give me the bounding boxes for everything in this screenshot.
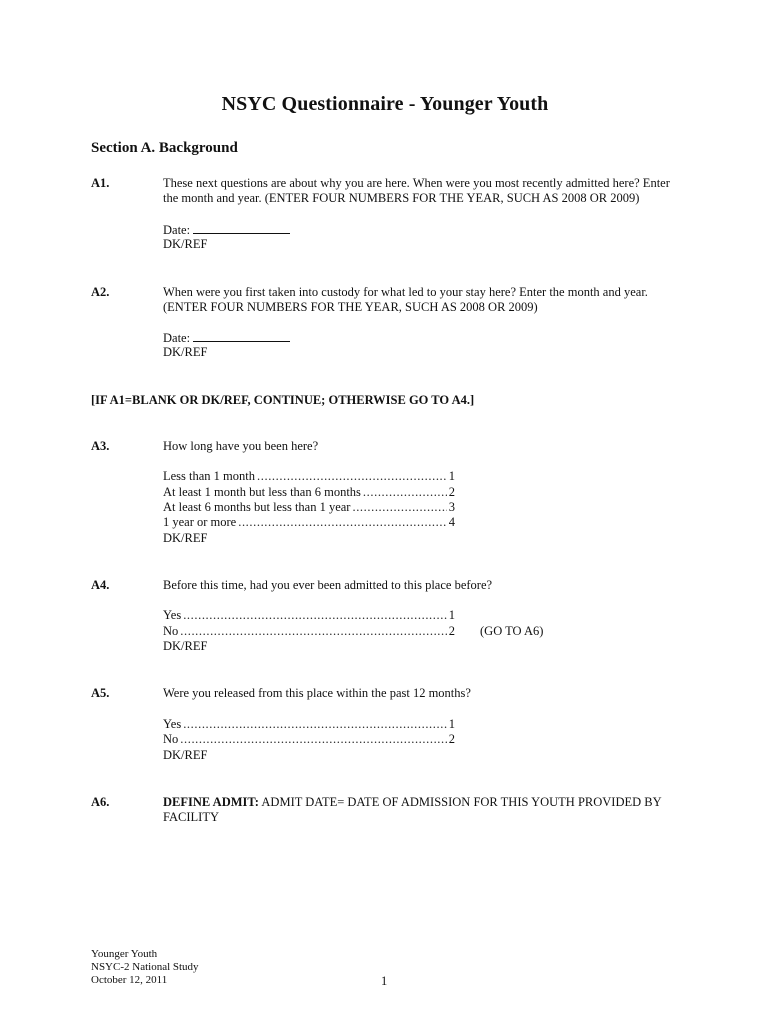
question-text-a4: Before this time, had you ever been admitted to this place before?: [163, 578, 493, 592]
option-code: 3: [448, 500, 455, 514]
date-blank[interactable]: [193, 222, 290, 234]
question-text-a3: How long have you been here?: [163, 439, 319, 453]
option-code: 2: [448, 624, 455, 638]
section-heading: Section A. Background: [91, 140, 238, 156]
footer-line-2: NSYC-2 National Study: [91, 961, 199, 973]
option-code: 1: [448, 717, 455, 731]
answer-option[interactable]: [163, 717, 455, 732]
footer-line-1: Younger Youth: [91, 948, 158, 960]
question-text-a5: Were you released from this place within the past 12 months?: [163, 686, 471, 700]
skip-instruction: [IF A1=BLANK OR DK/REF, CONTINUE; OTHERWISE GO TO A4.]: [91, 393, 475, 407]
answer-option[interactable]: [163, 732, 455, 747]
answer-option[interactable]: [163, 624, 455, 639]
leader-dots: [183, 608, 447, 623]
answer-option[interactable]: [163, 485, 455, 500]
question-number-a2: A2.: [91, 285, 110, 299]
define-admit-text: ADMIT DATE= DATE OF ADMISSION FOR THIS YOUTH PROVIDED BY FACILITY: [163, 795, 662, 824]
answer-option[interactable]: [163, 608, 455, 623]
option-label: Less than 1 month: [163, 469, 256, 483]
leader-dots: [363, 485, 447, 500]
leader-dots: [238, 515, 447, 530]
page-number: 1: [381, 974, 388, 988]
option-label: At least 6 months but less than 1 year: [163, 500, 351, 514]
dk-ref-a2: DK/REF: [163, 345, 208, 359]
page-title: NSYC Questionnaire - Younger Youth: [221, 93, 549, 115]
leader-dots: [352, 500, 446, 515]
dk-ref-a3[interactable]: DK/REF: [163, 531, 208, 545]
footer: [91, 948, 199, 987]
option-label: No: [163, 624, 179, 638]
dk-ref-a4[interactable]: DK/REF: [163, 639, 208, 653]
question-number-a1: A1.: [91, 176, 110, 190]
option-code: 2: [448, 485, 455, 499]
leader-dots: [180, 732, 446, 747]
option-label: Yes: [163, 608, 182, 622]
answer-option[interactable]: [163, 515, 455, 530]
question-number-a3: A3.: [91, 439, 110, 453]
dk-ref-a1: DK/REF: [163, 237, 208, 251]
question-text-a6: [163, 795, 683, 825]
option-label: At least 1 month but less than 6 months: [163, 485, 361, 499]
option-code: 4: [448, 515, 455, 529]
option-label: Yes: [163, 717, 182, 731]
option-label: 1 year or more: [163, 515, 237, 529]
question-text-a2: When were you first taken into custody for what led to your stay here? Enter the month and year. (ENTER FOUR NUMBERS FOR THE YEAR, SUCH AS 2008 OR 2009): [163, 285, 648, 314]
leader-dots: [183, 717, 447, 732]
question-number-a6: A6.: [91, 795, 110, 809]
option-code: 1: [448, 608, 455, 622]
answer-option[interactable]: [163, 469, 455, 484]
option-label: No: [163, 732, 179, 746]
date-label: Date:: [163, 331, 191, 345]
date-blank[interactable]: [193, 330, 290, 342]
question-text-a1: These next questions are about why you are here. When were you most recently admitted here? Enter the month and year. (ENTER FOUR NUMBERS FOR THE YEAR, SUCH AS 2008 OR 2009): [163, 176, 670, 205]
date-field-a1[interactable]: [163, 222, 290, 238]
answer-option[interactable]: [163, 500, 455, 515]
define-admit-label: DEFINE ADMIT:: [163, 795, 259, 809]
question-number-a4: A4.: [91, 578, 110, 592]
footer-line-3: October 12, 2011: [91, 974, 168, 986]
dk-ref-a5[interactable]: DK/REF: [163, 748, 208, 762]
question-number-a5: A5.: [91, 686, 110, 700]
skip-instruction-a4: (GO TO A6): [480, 624, 544, 638]
date-label: Date:: [163, 223, 191, 237]
leader-dots: [257, 469, 447, 484]
option-code: 2: [448, 732, 455, 746]
leader-dots: [180, 624, 446, 639]
option-code: 1: [448, 469, 455, 483]
date-field-a2[interactable]: [163, 330, 290, 346]
